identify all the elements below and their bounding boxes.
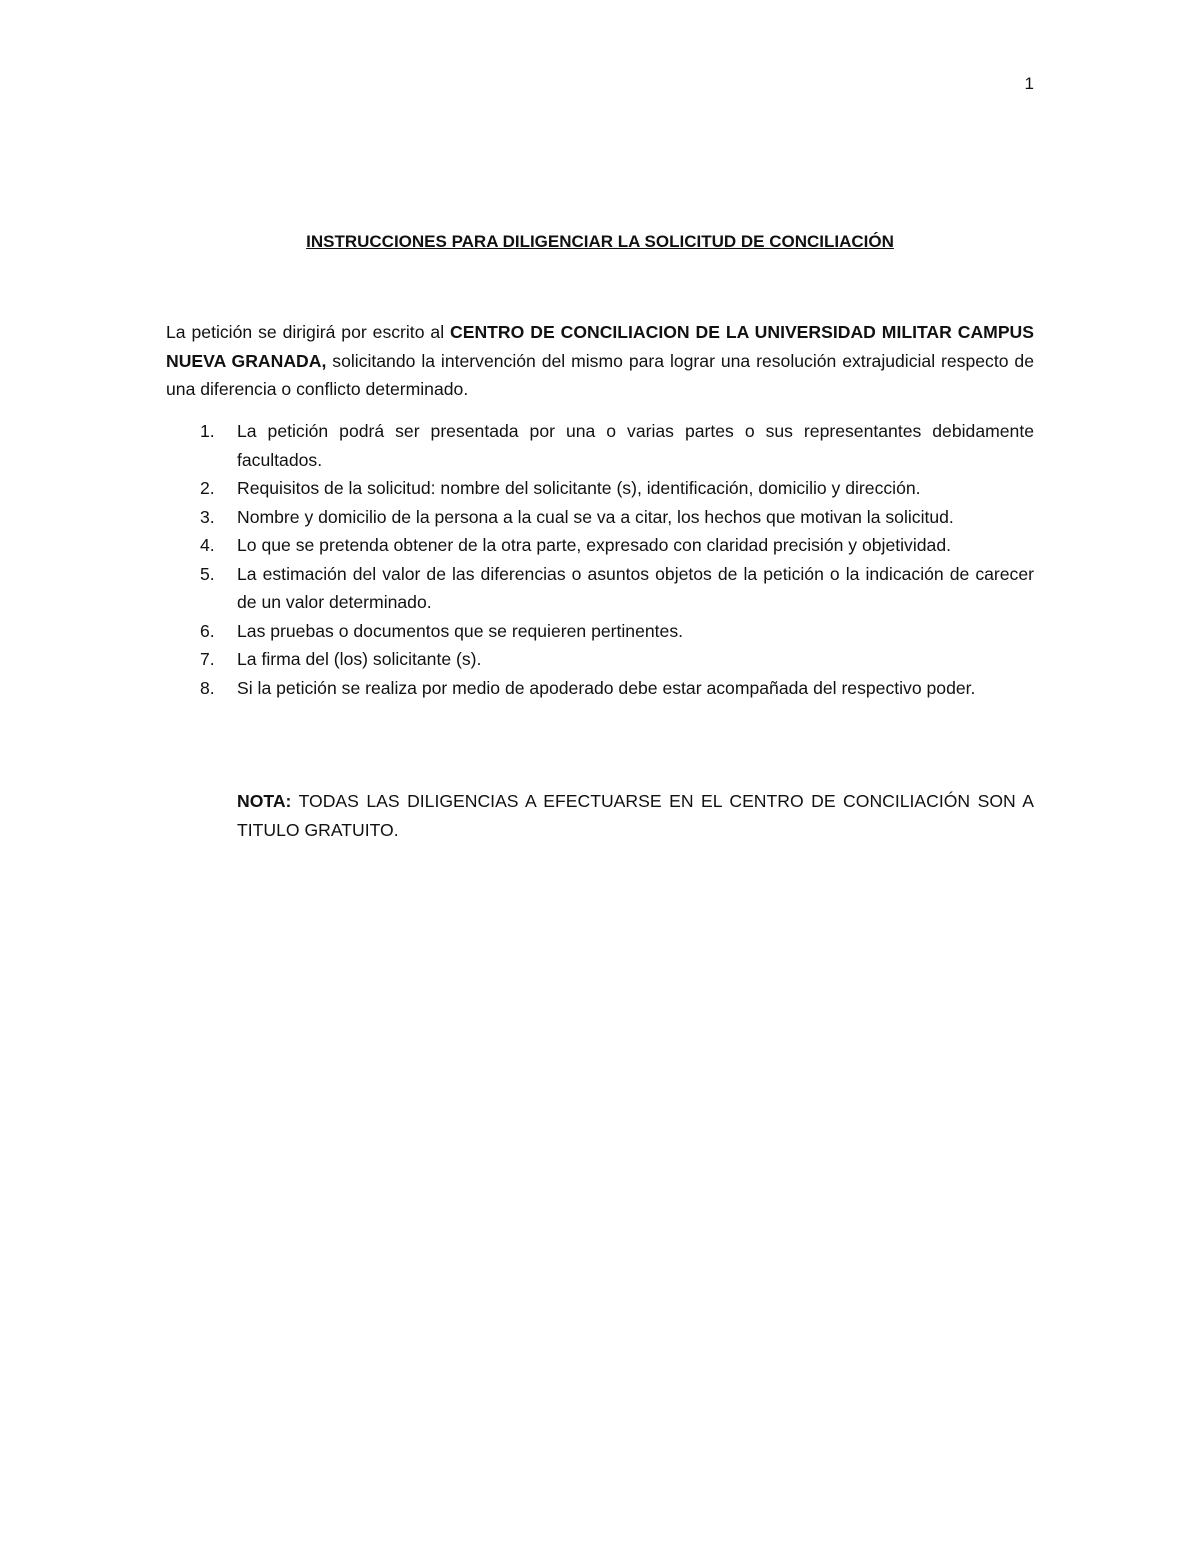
- list-item-text: Nombre y domicilio de la persona a la cual se va a citar, los hechos que motivan la solicitud.: [237, 506, 954, 527]
- list-item-number: 3.: [200, 506, 215, 527]
- list-item: [166, 503, 1034, 532]
- note-label: NOTA:: [237, 791, 292, 811]
- list-item: [166, 531, 1034, 560]
- list-item-number: 5.: [200, 563, 215, 584]
- list-item-text: Si la petición se realiza por medio de apoderado debe estar acompañada del respectivo poder.: [237, 677, 976, 698]
- list-item-text: Las pruebas o documentos que se requieren pertinentes.: [237, 620, 684, 641]
- list-item-text: Lo que se pretenda obtener de la otra parte, expresado con claridad precisión y objetividad.: [237, 535, 951, 555]
- page-number: 1: [1024, 74, 1034, 93]
- list-item-text: La estimación del valor de las diferencias o asuntos objetos de la petición o la indicación de carecer de un valor determinado.: [237, 563, 1034, 612]
- intro-institution-name: CENTRO DE CONCILIACION DE LA UNIVERSIDAD MILITAR CAMPUS NUEVA GRANADA,: [166, 322, 1034, 371]
- list-item-number: 4.: [200, 535, 215, 555]
- list-item: [166, 560, 1034, 617]
- document-title: INSTRUCCIONES PARA DILIGENCIAR LA SOLICITUD DE CONCILIACIÓN: [306, 232, 894, 251]
- list-item-number: 6.: [200, 620, 215, 641]
- list-item: [166, 617, 1034, 646]
- list-item-number: 8.: [200, 677, 215, 698]
- list-item: [166, 645, 1034, 674]
- intro-text-before: La petición se dirigirá por escrito al: [166, 322, 451, 342]
- list-item: [166, 417, 1034, 474]
- list-item-number: 1.: [200, 421, 215, 441]
- note-paragraph: [237, 787, 1034, 844]
- list-item-text: La petición podrá ser presentada por una o varias partes o sus representantes debidamente facultados.: [237, 421, 1034, 470]
- requirements-list: [166, 417, 1034, 702]
- list-item-text: La firma del (los) solicitante (s).: [237, 649, 482, 669]
- intro-text-after: solicitando la intervención del mismo para lograr una resolución extrajudicial respecto de una diferencia o conflicto determinado.: [166, 350, 1034, 399]
- list-item-number: 2.: [200, 478, 215, 498]
- list-item: [166, 474, 1034, 503]
- list-item-text: Requisitos de la solicitud: nombre del solicitante (s), identificación, domicilio y dirección.: [237, 478, 921, 498]
- list-item: [166, 674, 1034, 703]
- list-item-number: 7.: [200, 649, 215, 669]
- note-text: TODAS LAS DILIGENCIAS A EFECTUARSE EN EL CENTRO DE CONCILIACIÓN SON A TITULO GRATUITO.: [237, 791, 1034, 840]
- intro-paragraph: [166, 318, 1034, 404]
